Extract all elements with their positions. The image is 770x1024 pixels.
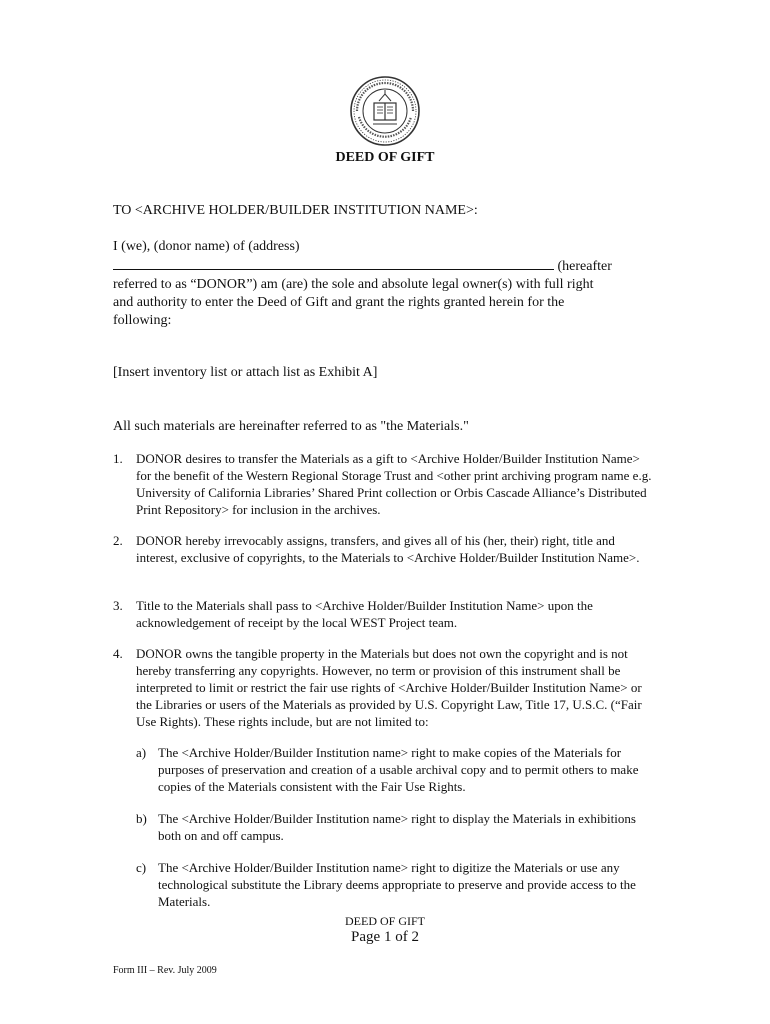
intro-line-2-suffix: (hereafter xyxy=(554,259,612,274)
form-revision: Form III – Rev. July 2009 xyxy=(113,965,217,976)
clause-text: DONOR hereby irrevocably assigns, transfers, and gives all of his (her, their) right, title and interest, exclusive of copyrights, to the Materials to <Archive Holder/Builder Institution Name>. xyxy=(136,533,640,565)
subclause-text: The <Archive Holder/Builder Institution name> right to digitize the Materials or use any technological substitute the Library deems appropriate to preserve and provide access to the Materials. xyxy=(158,860,636,909)
clause-number: 2. xyxy=(113,533,123,548)
subclause-text: The <Archive Holder/Builder Institution name> right to make copies of the Materials for purposes of preservation and creation of a usable archival copy and to permit others to make copies of the Materials consistent with the Fair Use Rights. xyxy=(158,745,639,794)
subclause-letter: c) xyxy=(136,860,147,875)
subclause-a xyxy=(136,744,656,795)
subclause-letter: b) xyxy=(136,811,147,826)
clause-text: Title to the Materials shall pass to <Archive Holder/Builder Institution Name> upon the acknowledgement of receipt by the local WEST Project team. xyxy=(136,598,593,630)
intro-line-2 xyxy=(113,256,653,276)
intro-line-4: and authority to enter the Deed of Gift and grant the rights granted herein for the xyxy=(113,295,565,310)
subclause-text: The <Archive Holder/Builder Institution name> right to display the Materials in exhibitions both on and off campus. xyxy=(158,811,636,843)
clause-text: DONOR desires to transfer the Materials as a gift to <Archive Holder/Builder Institution Name> for the benefit of the Western Regional Storage Trust and <other print archiving program name e.g. University of California Libraries’ Shared Print collection or Orbis Cascade Alliance’s Distributed Print Repository> for inclusion in the archives. xyxy=(136,451,652,517)
clause-1 xyxy=(113,450,653,518)
page-number: Page 1 of 2 xyxy=(351,929,419,945)
intro-line-5: following: xyxy=(113,313,172,328)
address-blank-line xyxy=(113,256,554,270)
intro-line-3: referred to as “DONOR”) am (are) the sole and absolute legal owner(s) with full right xyxy=(113,277,594,292)
clause-number: 1. xyxy=(113,451,123,466)
donor-intro-paragraph xyxy=(113,238,653,330)
materials-definition: All such materials are hereinafter referred to as "the Materials." xyxy=(113,419,469,434)
clause-text: DONOR owns the tangible property in the Materials but does not own the copyright and is not hereby transferring any copyrights. However, no term or provision of this instrument shall be interpreted to limit or restrict the fair use rights of <Archive Holder/Builder Institution Name> or the Libraries or users of the Materials as provided by U.S. Copyright Law, Title 17, U.S.C. (“Fair Use Rights). These rights include, but are not limited to: xyxy=(136,646,642,729)
clause-number: 4. xyxy=(113,646,123,661)
intro-line-1: I (we), (donor name) of (address) xyxy=(113,239,300,254)
addressee-line: TO <ARCHIVE HOLDER/BUILDER INSTITUTION NAME>: xyxy=(113,203,478,218)
clause-3 xyxy=(113,597,653,631)
clause-4 xyxy=(113,645,653,730)
subclause-b xyxy=(136,810,656,844)
footer-title: DEED OF GIFT xyxy=(345,914,425,928)
subclause-c xyxy=(136,859,656,910)
clause-2 xyxy=(113,532,653,566)
clause-number: 3. xyxy=(113,598,123,613)
inventory-placeholder: [Insert inventory list or attach list as Exhibit A] xyxy=(113,365,378,380)
document-title: DEED OF GIFT xyxy=(335,150,435,165)
subclause-letter: a) xyxy=(136,745,147,760)
university-seal-icon xyxy=(349,75,421,147)
